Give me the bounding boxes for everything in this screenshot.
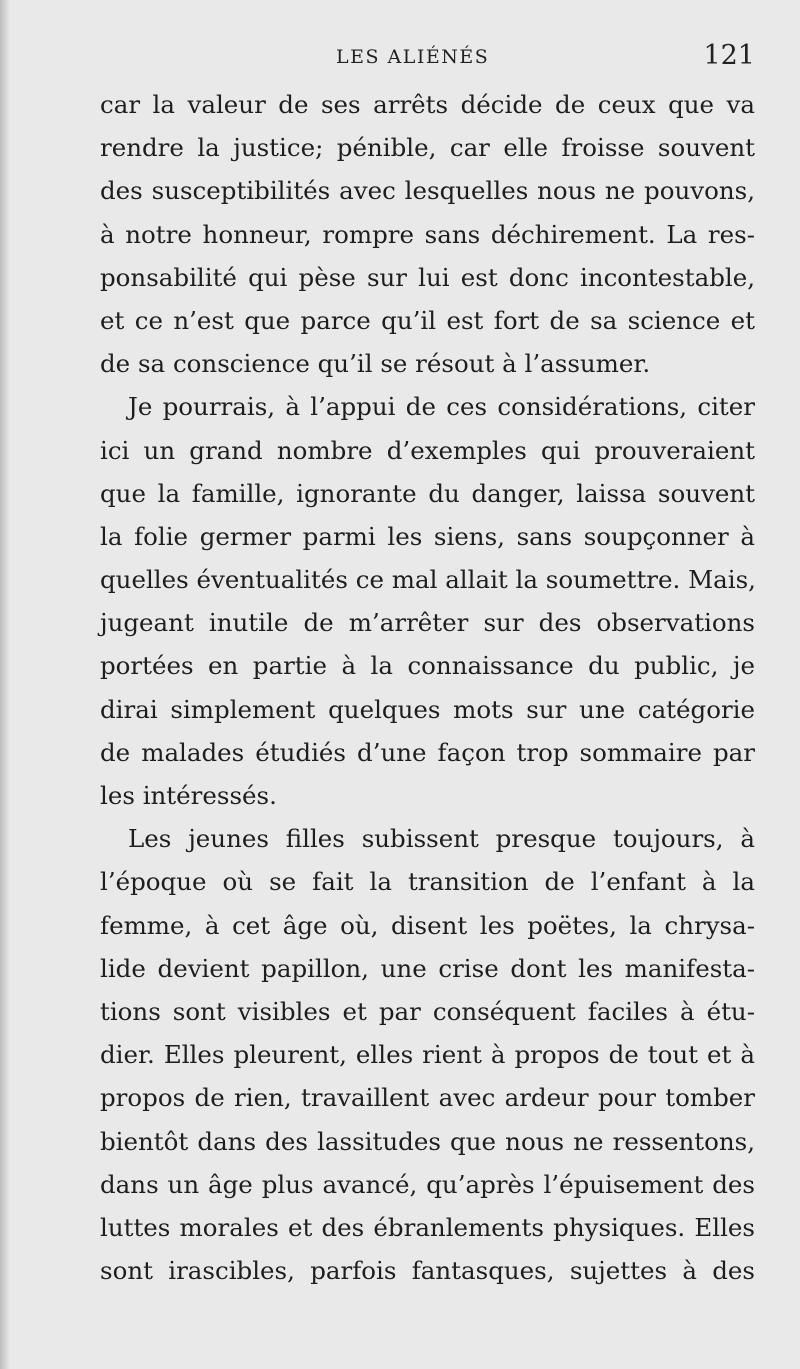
text-line: l’époque où se fait la transition de l’enfant à la <box>100 867 755 897</box>
text-line: ici un grand nombre d’exemples qui prouveraient <box>100 435 755 465</box>
text-line: de malades étudiés d’une façon trop sommaire par <box>100 737 755 767</box>
text-line: femme, à cet âge où, disent les poëtes, la chrysa- <box>100 910 755 940</box>
text-line: quelles éventualités ce mal allait la soumettre. Mais, <box>100 565 756 595</box>
text-line: portées en partie à la connaissance du public, je <box>100 651 755 681</box>
paragraph-1 <box>100 83 755 385</box>
text-line: que la famille, ignorante du danger, laissa souvent <box>100 478 755 508</box>
page-header <box>100 40 755 80</box>
text-line: dans un âge plus avancé, qu’après l’épuisement des <box>100 1169 755 1199</box>
text-line: Les jeunes filles subissent presque toujours, à <box>128 824 755 854</box>
text-line: des susceptibilités avec lesquelles nous ne pouvons, <box>100 176 755 206</box>
text-line: de sa conscience qu’il se résout à l’assumer. <box>100 349 651 379</box>
text-line: jugeant inutile de m’arrêter sur des observations <box>100 608 755 638</box>
body-text <box>100 83 755 1292</box>
text-line: la folie germer parmi les siens, sans soupçonner à <box>100 521 755 551</box>
text-line: Je pourrais, à l’appui de ces considérations, citer <box>128 392 755 422</box>
text-line: à notre honneur, rompre sans déchirement. La res- <box>100 219 755 249</box>
text-line: tions sont visibles et par conséquent faciles à étu- <box>100 996 755 1026</box>
text-line: propos de rien, travaillent avec ardeur pour tomber <box>100 1083 755 1113</box>
text-line: dirai simplement quelques mots sur une catégorie <box>100 694 755 724</box>
running-title: LES ALIÉNÉS <box>336 46 490 68</box>
paragraph-3 <box>100 817 755 1292</box>
page-number: 121 <box>703 40 755 71</box>
text-line: et ce n’est que parce qu’il est fort de sa science et <box>100 305 755 335</box>
text-line: rendre la justice; pénible, car elle froisse souvent <box>100 133 755 163</box>
text-line: les intéressés. <box>100 781 277 810</box>
page-gutter-shadow <box>0 0 10 1369</box>
text-line: lide devient papillon, une crise dont les manifesta- <box>100 953 755 983</box>
text-line: bientôt dans des lassitudes que nous ne ressentons, <box>100 1126 755 1156</box>
text-line: car la valeur de ses arrêts décide de ceux que va <box>100 90 755 119</box>
text-line: dier. Elles pleurent, elles rient à propos de tout et à <box>100 1040 755 1070</box>
text-line: sont irascibles, parfois fantasques, sujettes à des <box>100 1256 755 1286</box>
text-line: luttes morales et des ébranlements physiques. Elles <box>100 1212 755 1242</box>
paragraph-2 <box>100 385 755 817</box>
text-line: ponsabilité qui pèse sur lui est donc incontestable, <box>100 262 755 292</box>
